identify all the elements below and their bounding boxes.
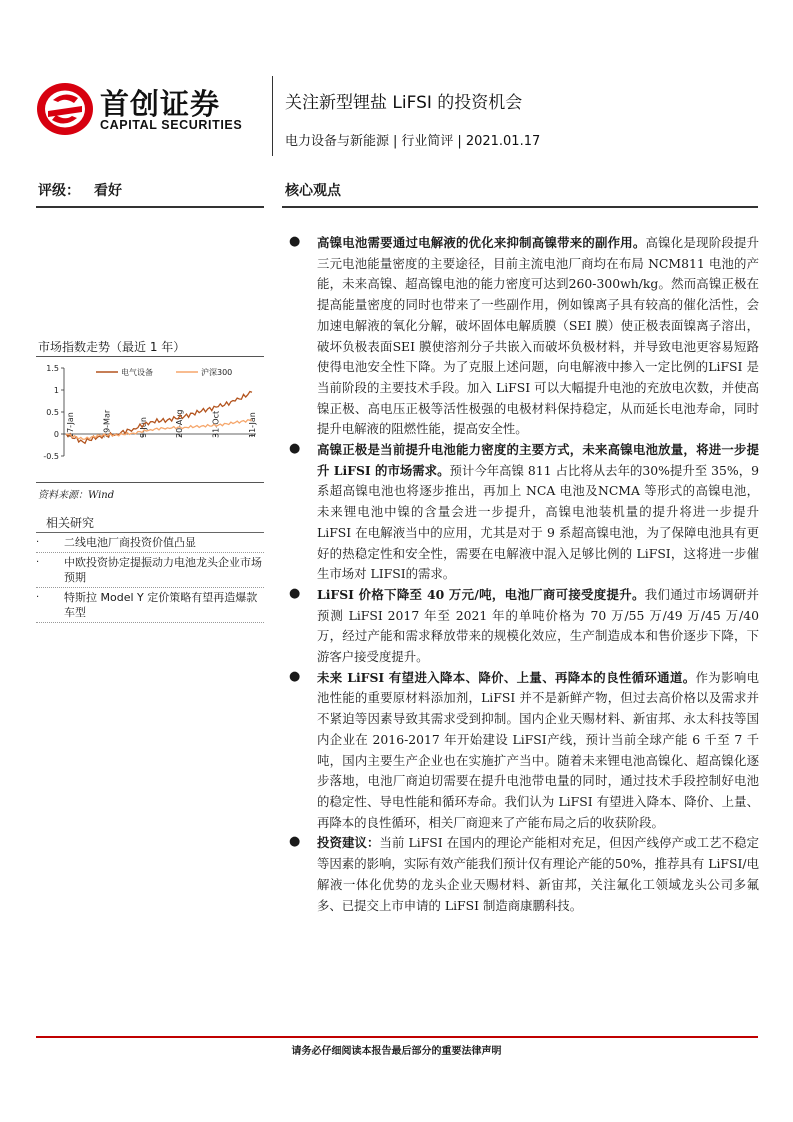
bullet-text: 作为影响电池性能的重要原材料添加剂，LiFSI 并不是新鲜产物，但过去高价格以及需求并不紧迫等因素导致其需求受到抑制。国内企业天赐材料、新宙邦、永太科技等国内企业在 2016-2017 年开始建设 LiFSI产线，预计当前全球产能 6 千至 7 千吨，国内主要生产企业也在实施扩产当中。随着未来锂电池高镍化、超高镍化逐步落地，电池厂商迫切需要在提升电池带电量的同时，通过技术手段控制好电池的稳定性、导电性能和循环寿命。我们认为 LiFSI 有望进入降本、降价、上量、再降本的良性循环，相关厂商迎来了产能布局之后的收获阶段。	[317, 669, 760, 830]
legal-notice: 请务必仔细阅读本报告最后部分的重要法律声明	[291, 1046, 502, 1057]
bullet-heading: 高镍电池需要通过电解液的优化来抑制高镍带来的副作用。	[317, 235, 646, 250]
footer-rule	[36, 1036, 758, 1038]
bullet-heading: LiFSI 价格下降至 40 万元/吨，电池厂商可接受度提升。	[317, 586, 645, 602]
x-tick-label: 20-Aug	[175, 409, 185, 438]
related-item-text: 中欧投资协定提振动力电池龙头企业市场预期	[64, 556, 262, 584]
y-tick-label: 1	[53, 386, 59, 395]
x-tick-label: 9-Jun	[138, 417, 148, 438]
series-line-electrical-equipment	[66, 392, 252, 444]
related-item[interactable]: · 特斯拉 Model Y 定价策略有望再造爆款车型	[36, 588, 264, 623]
subtitle-type: 行业简评	[401, 134, 454, 149]
rating-rule	[36, 206, 264, 208]
bullet-icon: ●	[289, 585, 301, 601]
core-view-item	[285, 668, 759, 834]
subtitle-sector: 电力设备与新能源	[285, 134, 390, 149]
bullet-icon: ●	[289, 234, 301, 249]
chart-svg	[36, 360, 264, 482]
related-item[interactable]: · 中欧投资协定提振动力电池龙头企业市场预期	[36, 553, 264, 588]
core-view-item	[285, 585, 759, 668]
bullet-heading: 投资建议：	[317, 835, 380, 851]
bullet-icon: ●	[289, 834, 301, 850]
bullet-heading: 未来 LiFSI 有望进入降本、降价、上量、再降本的良性循环通道。	[317, 669, 696, 685]
header-divider	[272, 76, 273, 156]
chart-source: 资料来源：Wind	[38, 490, 115, 501]
rating-value: 看好	[94, 183, 122, 199]
logo-mark-icon	[36, 82, 94, 136]
bullet-text: 当前 LiFSI 在国内的理论产能相对充足，但因产线停产或工艺不稳定等因素的影响，实际有效产能我们预计仅有理论产能的50%，推荐具有 LiFSI/电解液一体化优势的龙头企业天赐材料、新宙邦，关注氟化工领域龙头公司多氟多、已提交上市申请的 LiFSI 制造商康鹏科技。	[317, 835, 759, 913]
y-tick-label: 0	[53, 430, 59, 439]
chart-title: 市场指数走势（最近 1 年）	[38, 340, 186, 354]
x-tick-label: 29-Mar	[102, 409, 112, 438]
bullet-icon: ●	[289, 668, 301, 684]
core-views-rule	[282, 206, 758, 208]
core-views-list	[285, 233, 759, 916]
y-tick-label: 1.5	[46, 364, 59, 373]
legend-label: 电气设备	[121, 368, 153, 377]
x-tick-label: 31-Oct	[211, 410, 221, 438]
y-tick-label: -0.5	[43, 452, 59, 461]
logo-text-en: CAPITAL SECURITIES	[100, 118, 243, 132]
related-item-text: 特斯拉 Model Y 定价策略有望再造爆款车型	[64, 591, 258, 619]
report-subtitle: 电力设备与新能源 | 行业简评 | 2021.01.17	[285, 134, 541, 149]
core-views-title: 核心观点	[285, 183, 341, 199]
company-logo	[36, 82, 266, 138]
bullet-heading: 高镍正极是当前提升电池能力密度的主要方式，未来高镍电池放量，将进一步提升 LiFSI 的市场需求。	[317, 442, 759, 478]
chart-bottom-rule	[36, 482, 264, 483]
chart-top-rule	[36, 356, 264, 357]
logo-text-cn: 首创证券	[100, 87, 221, 121]
rating	[38, 180, 122, 200]
bullet-text: 高镍化是现阶段提升三元电池能量密度的主要途径，目前主流电池厂商均在布局 NCM811 电池的产能，未来高镍、超高镍电池的能力密度可达到260-300wh/kg。然而高镍正极在提高能量密度的同时也带来了一些副作用，例如镍离子具有较高的催化活性，会加速电解液的氧化分解，破坏固体电解质膜（SEI 膜）使正极表面镍离子溶出，破坏负极表面SEI 膜使溶剂分子共嵌入而破坏负极材料，并导致电池更容易短路使得电池安全性下降。为了克服上述问题，向电解液中掺入一定比例的LiFSI 是当前阶段的主要技术手段。加入 LiFSI 可以大幅提升电池的充放电次数，并使高镍正极、高电压正极等活性极强的电极材料保持稳定，从而延长电池寿命，同时提升电解液的阻燃性能，提高安全性。	[317, 235, 760, 437]
y-tick-label: 0.5	[46, 408, 59, 417]
bullet-text: 我们通过市场调研并预测 LiFSI 2017 年至 2021 年的单吨价格为 70 万/55 万/49 万/45 万/40 万，经过产能和需求释放带来的规模化效应，生产制造成本和售价逐步下降，下游客户接受度提升。	[317, 586, 759, 665]
report-header	[0, 0, 793, 160]
report-title: 关注新型锂盐 LiFSI 的投资机会	[285, 93, 523, 113]
bullet-icon: ●	[289, 441, 301, 457]
core-view-item	[285, 833, 759, 916]
bullet-text: 预计今年高镍 811 占比将从去年的30%提升至 35%，9 系超高镍电池也将逐步推出，再加上 NCA 电池及NCMA 等形式的高镍电池，未来锂电池中镍的含量会进一步提升，高镍电池装机量的提升将进一步提升 LiFSI 在电解液当中的应用，尤其是对于 9 系超高镍电池，为了保障电池具有更好的热稳定性和安全性，需要在电解液中混入足够比例的 LiFSI，这将进一步催生市场对 LIFSI的需求。	[317, 462, 759, 582]
legend-label: 沪深300	[201, 368, 233, 377]
related-research-title: 相关研究	[46, 516, 95, 530]
core-view-item	[285, 440, 759, 585]
related-item[interactable]: · 二线电池厂商投资价值凸显	[36, 533, 264, 553]
market-index-chart	[36, 360, 264, 482]
related-research-list	[36, 532, 264, 623]
x-tick-label: 11-Jan	[248, 412, 257, 438]
related-item-text: 二线电池厂商投资价值凸显	[64, 536, 196, 549]
rating-label: 评级：	[38, 183, 80, 199]
core-view-item	[285, 233, 759, 440]
x-tick-label: 17-Jan	[66, 412, 75, 438]
subtitle-date: 2021.01.17	[465, 134, 541, 149]
